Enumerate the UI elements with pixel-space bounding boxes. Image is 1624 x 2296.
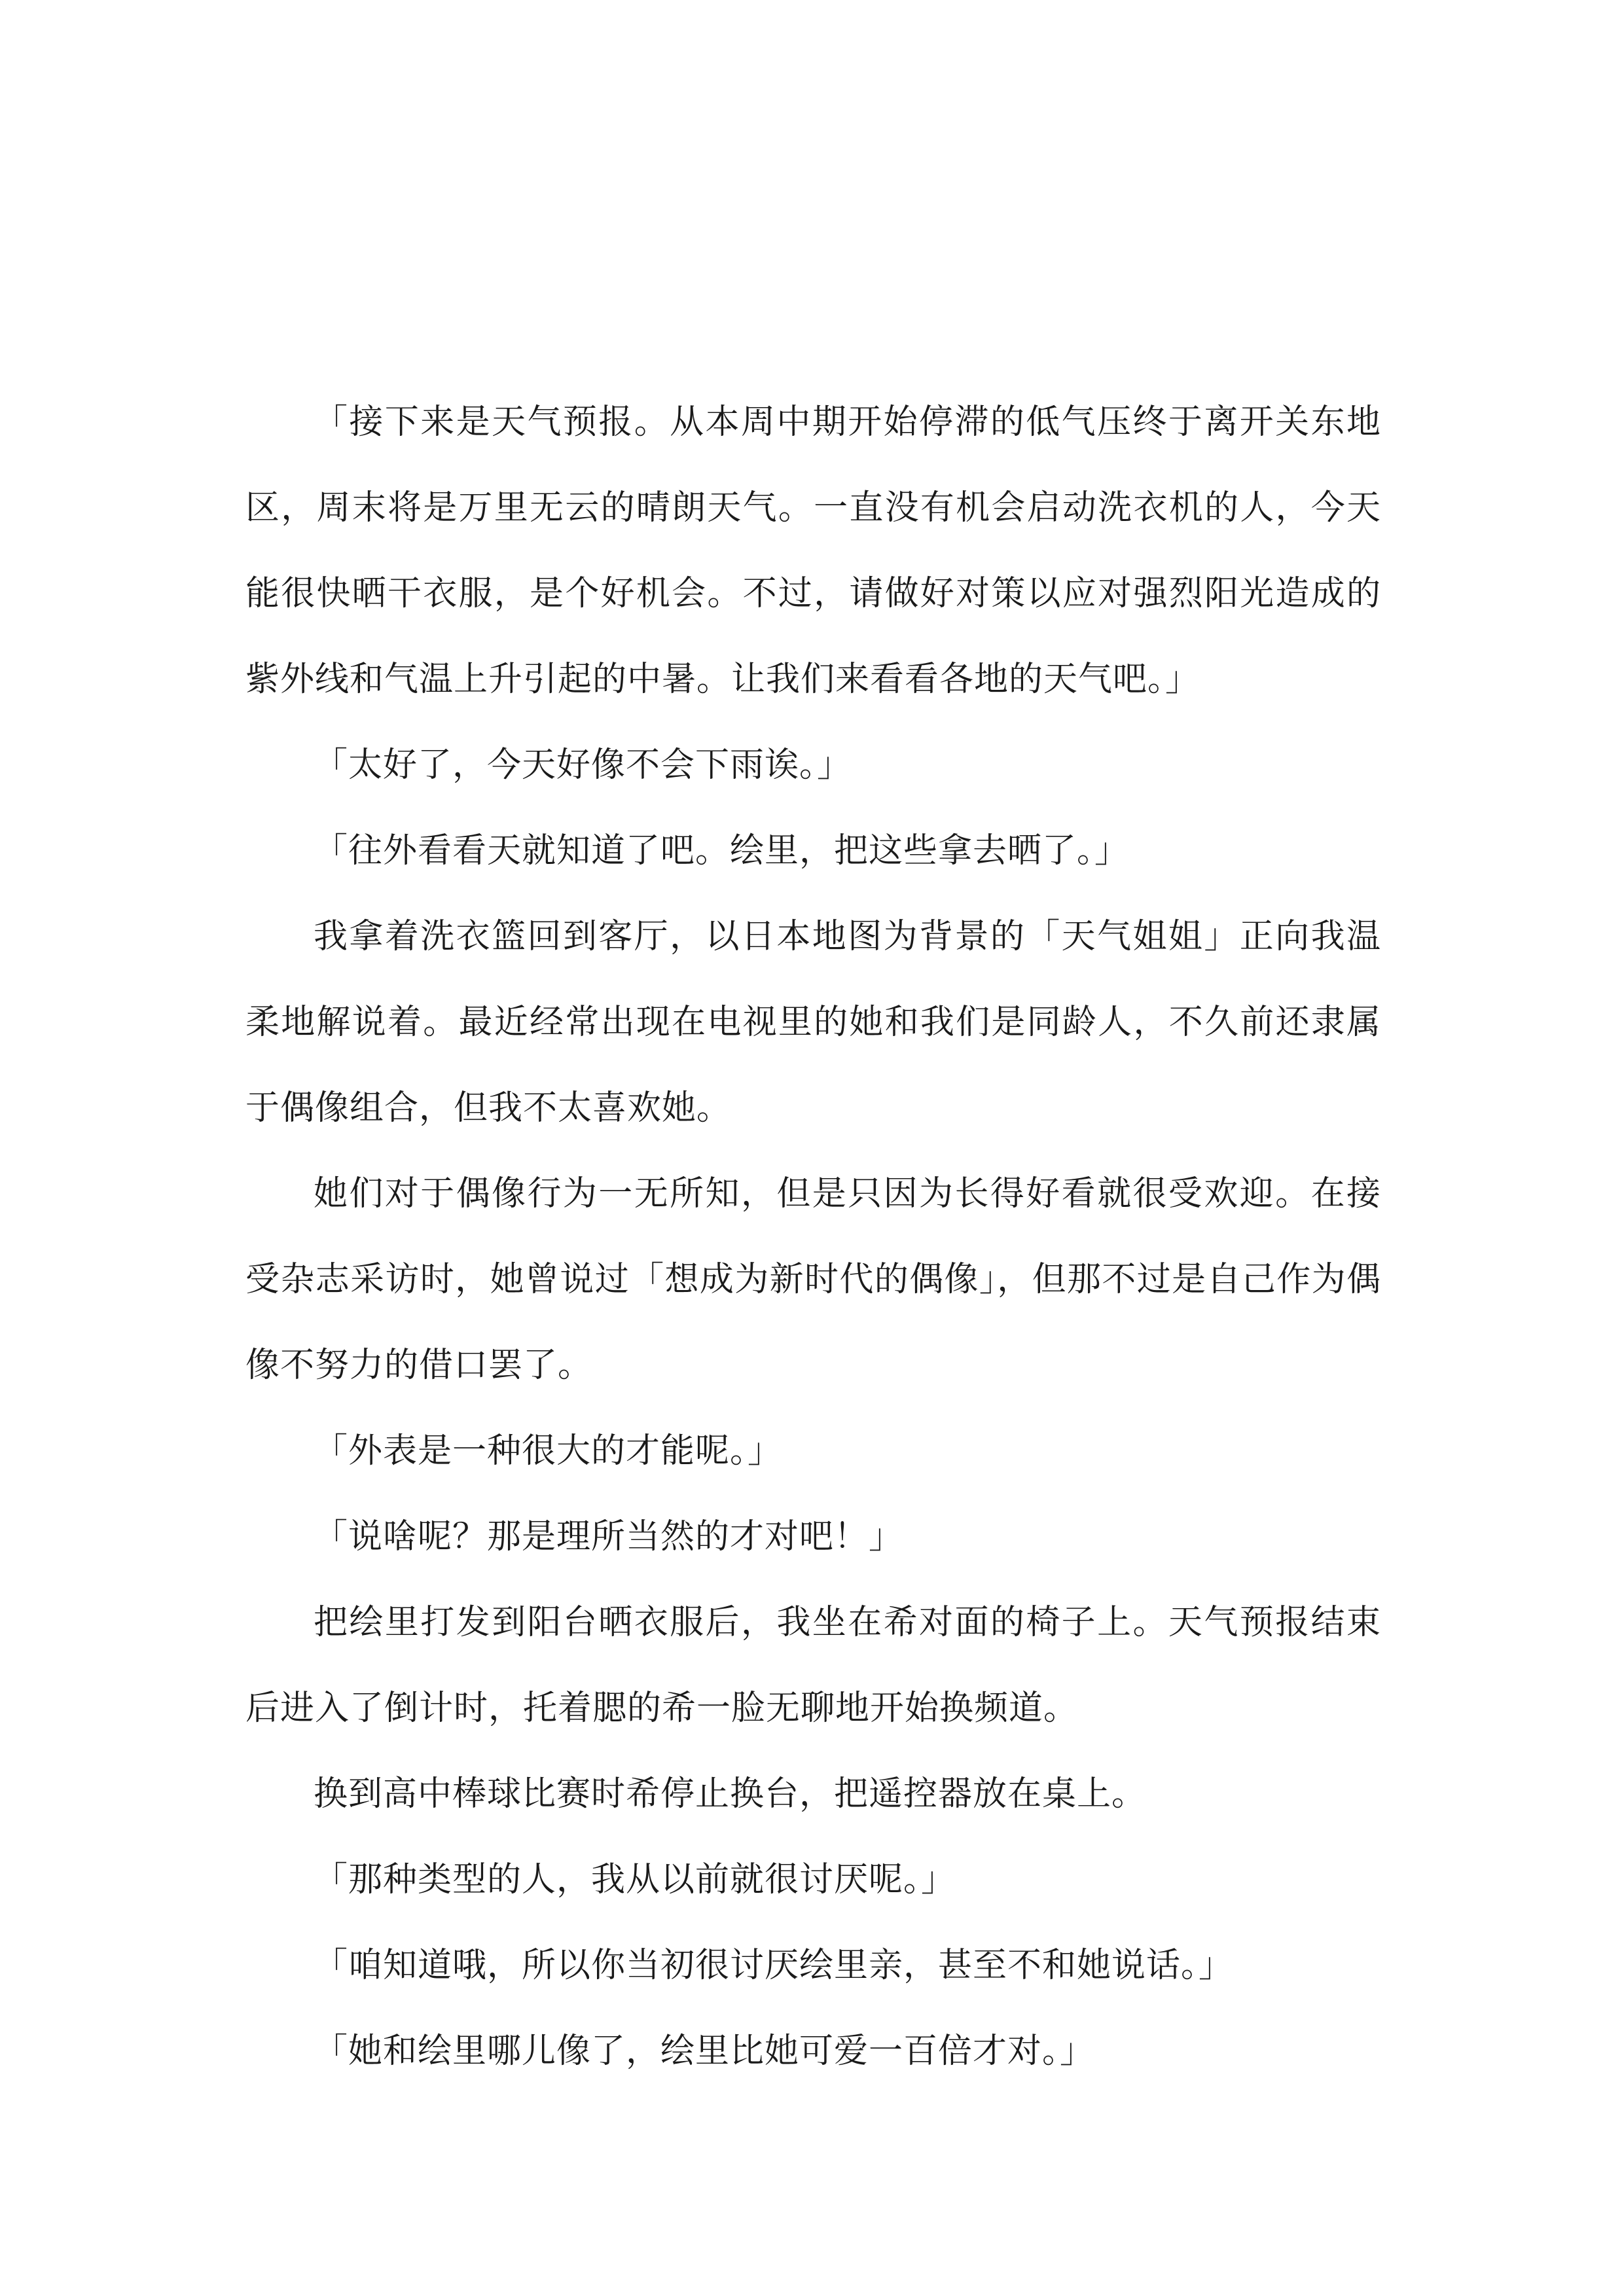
paragraph-2: 「太好了，今天好像不会下雨诶。」: [314, 745, 852, 785]
paragraph-12: 「她和绘里哪儿像了，绘里比她可爱一百倍才对。」: [314, 2032, 1095, 2071]
paragraph-11: 「咱知道哦，所以你当初很讨厌绘里亲，甚至不和她说话。」: [314, 1946, 1234, 1985]
paragraph-1: 「接下来是天气预报。从本周中期开始停滞的低气压终于离开关东地区，周末将是万里无云的晴朗天气。一直没有机会启动洗衣机的人，今天能很快晒干衣服，是个好机会。不过，请做好对策以应对强烈阳光造成的紫外线和气温上升引起的中暑。让我们来看看各地的天气吧。」: [245, 403, 1381, 699]
paragraph-10: 「那种类型的人，我从以前就很讨厌呢。」: [314, 1860, 956, 1899]
paragraph-3: 「往外看看天就知道了吧。绘里，把这些拿去晒了。」: [314, 831, 1130, 870]
paragraph-7: 「说啥呢？那是理所当然的才对吧！」: [314, 1517, 904, 1556]
paragraph-4: 我拿着洗衣篮回到客厅，以日本地图为背景的「天气姐姐」正向我温柔地解说着。最近经常出现在电视里的她和我们是同龄人，不久前还隶属于偶像组合，但我不太喜欢她。: [245, 917, 1381, 1128]
body-text: [245, 380, 1381, 2094]
paragraph-8: 把绘里打发到阳台晒衣服后，我坐在希对面的椅子上。天气预报结束后进入了倒计时，托着腮的希一脸无聊地开始换频道。: [245, 1603, 1381, 1728]
paragraph-6: 「外表是一种很大的才能呢。」: [314, 1431, 783, 1471]
paragraph-5: 她们对于偶像行为一无所知，但是只因为长得好看就很受欢迎。在接受杂志采访时，她曾说过「想成为新时代的偶像」，但那不过是自己作为偶像不努力的借口罢了。: [245, 1174, 1381, 1385]
paragraph-9: 换到高中棒球比赛时希停止换台，把遥控器放在桌上。: [314, 1774, 1147, 1814]
